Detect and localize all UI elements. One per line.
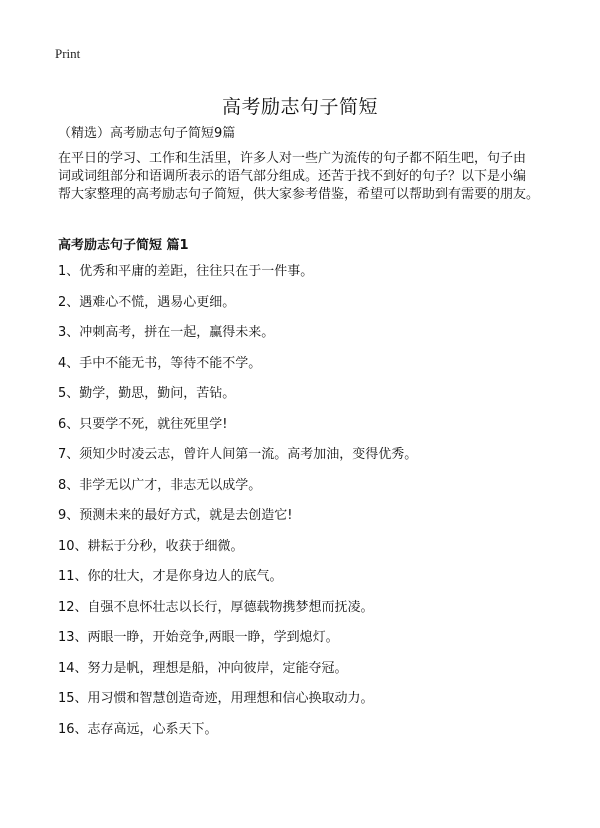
list-item: 16、志存高远，心系天下。 (58, 721, 218, 737)
section-heading: 高考励志句子简短 篇1 (58, 238, 189, 253)
print-link[interactable]: Print (55, 46, 81, 61)
sentence-list (58, 263, 417, 751)
list-item: 15、用习惯和智慧创造奇迹，用理想和信心换取动力。 (58, 691, 374, 706)
list-item: 6、只要学不死，就往死里学! (58, 416, 228, 432)
intro-line: 帮大家整理的高考励志句子简短，供大家参考借鉴，希望可以帮助到有需要的朋友。 (58, 187, 540, 202)
list-item: 7、须知少时凌云志，曾许人间第一流。高考加油，变得优秀。 (58, 447, 418, 462)
list-item: 1、优秀和平庸的差距，往往只在于一件事。 (58, 264, 314, 279)
list-item: 4、手中不能无书，等待不能不学。 (58, 355, 262, 371)
intro-paragraph (58, 150, 558, 204)
intro-line: 在平日的学习、工作和生活里，许多人对一些广为流传的句子都不陌生吧，句子由 (58, 151, 527, 166)
subtitle: （精选）高考励志句子简短9篇 (58, 126, 236, 141)
list-item: 8、非学无以广才，非志无以成学。 (58, 477, 262, 493)
list-item: 10、耕耘于分秒，收获于细微。 (58, 538, 244, 554)
list-item: 11、你的壮大，才是你身边人的底气。 (58, 569, 283, 584)
list-item: 3、冲刺高考，拼在一起，赢得未来。 (58, 325, 275, 340)
page-title: 高考励志句子简短 (221, 95, 378, 118)
list-item: 12、自强不息怀壮志以长行，厚德载物携梦想而抚凌。 (58, 599, 374, 615)
list-item: 14、努力是帆，理想是船，冲向彼岸，定能夺冠。 (58, 660, 348, 676)
list-item: 13、两眼一睁，开始竞争,两眼一睁，学到熄灯。 (58, 630, 339, 645)
list-item: 5、勤学，勤思，勤问，苦钻。 (58, 386, 236, 401)
intro-line: 词或词组部分和语调所表示的语气部分组成。还苦于找不到好的句子？以下是小编 (58, 169, 527, 184)
list-item: 2、遇难心不慌，遇易心更细。 (58, 294, 236, 310)
list-item: 9、预测未来的最好方式，就是去创造它! (58, 508, 293, 523)
